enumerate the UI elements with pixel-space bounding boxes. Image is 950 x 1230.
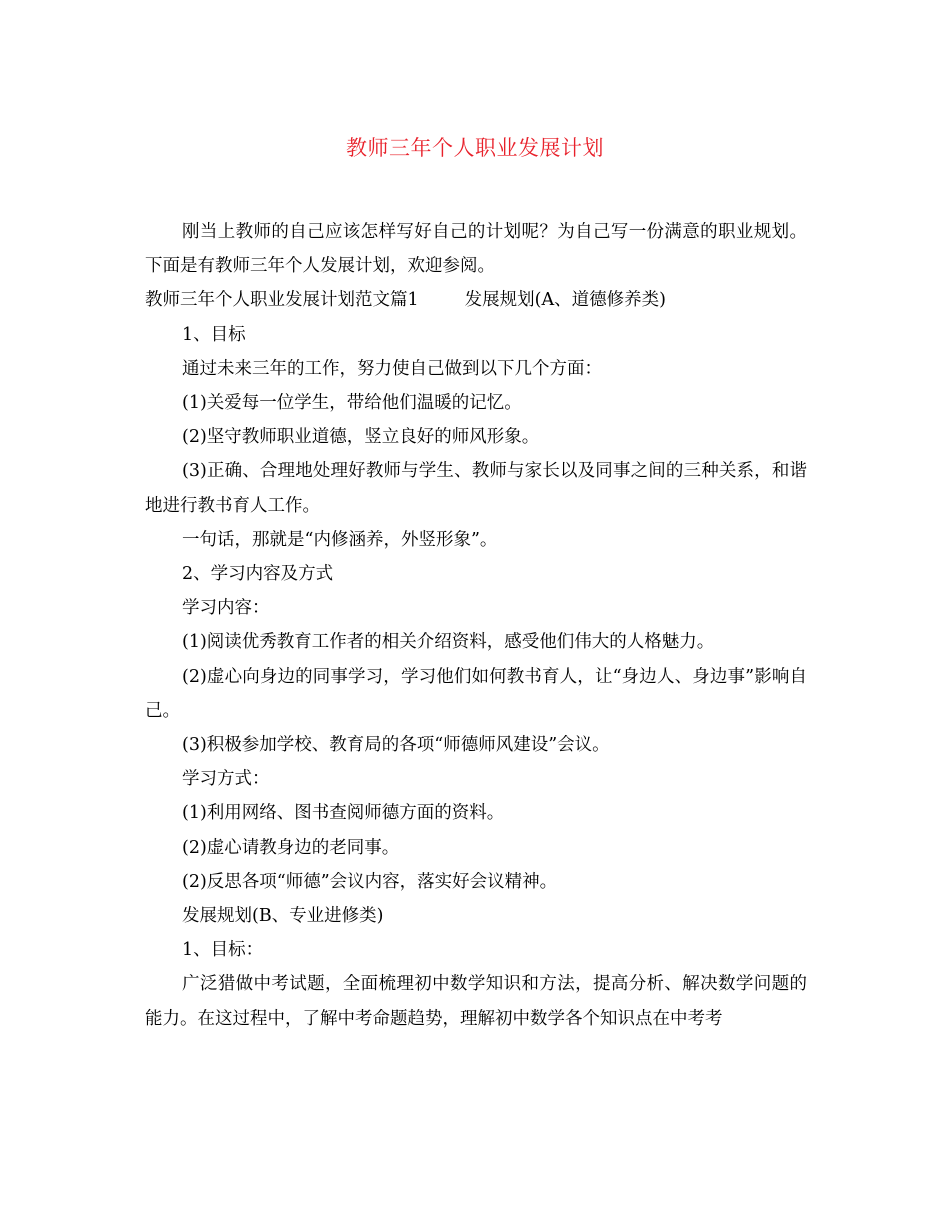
paragraph: (2)坚守教师职业道德，竖立良好的师风形象。 <box>182 427 540 448</box>
paragraph: (3)正确、合理地处理好教师与学生、教师与家长以及同事之间的三种关系，和谐地进行教书育人工作。 <box>145 461 807 516</box>
paragraph: (2)反思各项“师德”会议内容，落实好会议精神。 <box>182 871 558 892</box>
document-title: 教师三年个人职业发展计划 <box>346 136 604 160</box>
intro-paragraph: 刚当上教师的自己应该怎样写好自己的计划呢？为自己写一份满意的职业规划。下面是有教师三年个人发展计划，欢迎参阅。 <box>145 222 807 277</box>
paragraph: 1、目标： <box>182 940 264 961</box>
paragraph: 学习内容： <box>182 598 270 619</box>
paragraph: (1)利用网络、图书查阅师德方面的资料。 <box>182 803 505 824</box>
paragraph: 学习方式： <box>182 769 270 790</box>
section-heading: 教师三年个人职业发展计划范文篇1 <box>145 290 419 311</box>
paragraph: 2、学习内容及方式 <box>182 564 334 585</box>
paragraph: (2)虚心请教身边的老同事。 <box>182 837 400 858</box>
paragraph: (2)虚心向身边的同事学习，学习他们如何教书育人，让“身边人、身边事”影响自己。 <box>145 666 807 721</box>
paragraph: (1)阅读优秀教育工作者的相关介绍资料，感受他们伟大的人格魅力。 <box>182 632 715 653</box>
section-heading-sub: 发展规划(A、道德修养类) <box>464 290 666 311</box>
document-body <box>145 215 807 1036</box>
section-heading-line <box>145 283 807 317</box>
paragraph: (3)积极参加学校、教育局的各项“师德师风建设”会议。 <box>182 735 610 756</box>
paragraph: 一句话，那就是“内修涵养，外竖形象”。 <box>182 529 498 550</box>
paragraph: 通过未来三年的工作，努力使自己做到以下几个方面： <box>182 358 602 379</box>
paragraph: 1、目标 <box>182 324 246 345</box>
paragraph: (1)关爱每一位学生，带给他们温暖的记忆。 <box>182 393 522 414</box>
paragraph: 发展规划(B、专业进修类) <box>182 906 384 927</box>
paragraph: 广泛猎做中考试题，全面梳理初中数学知识和方法，提高分析、解决数学问题的能力。在这过程中，了解中考命题趋势，理解初中数学各个知识点在中考考 <box>145 974 807 1029</box>
